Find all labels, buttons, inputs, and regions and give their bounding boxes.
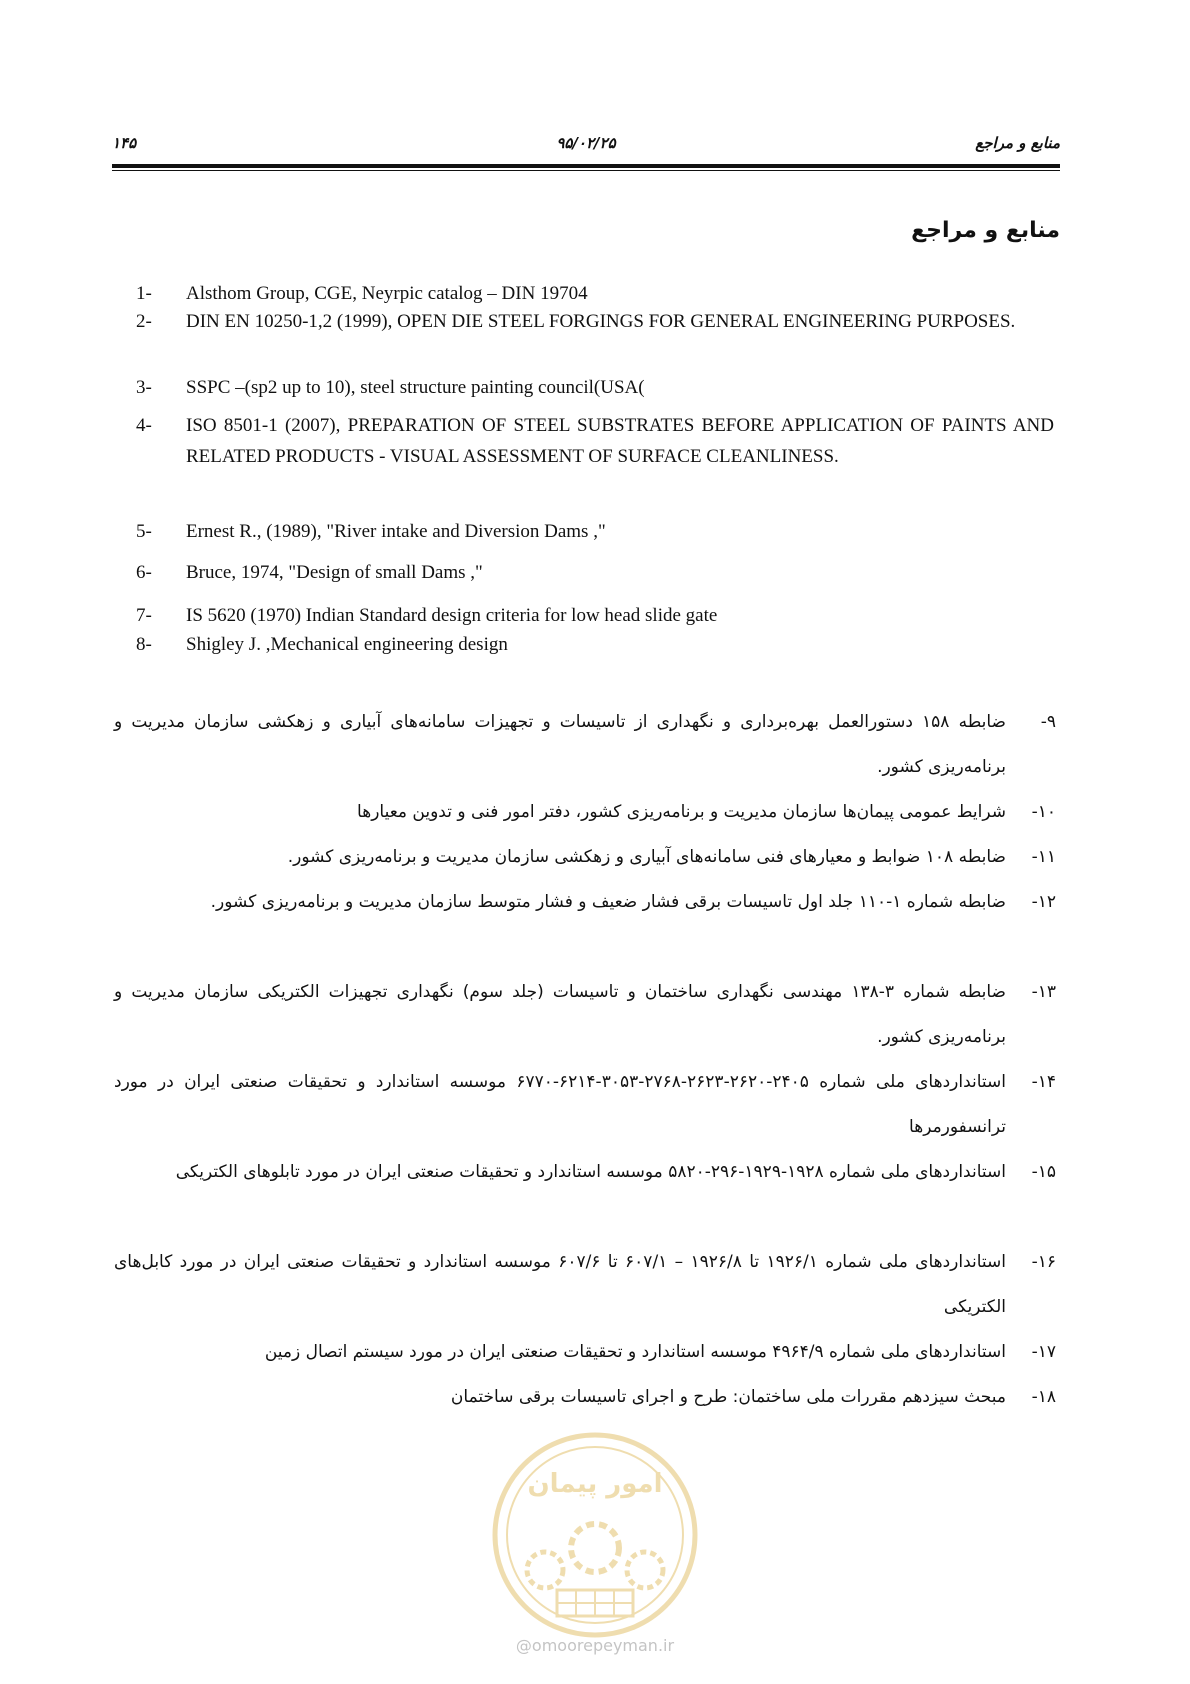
reference-item: [114, 1060, 1056, 1150]
reference-item: [114, 1375, 1056, 1420]
reference-number: 3-: [136, 377, 152, 398]
reference-number: 2-: [136, 311, 152, 332]
reference-text: Shigley J. ,Mechanical engineering design: [186, 634, 508, 655]
reference-item: [136, 410, 1054, 472]
reference-item: [114, 880, 1056, 925]
header-rule-thick: [112, 164, 1060, 168]
page-title: منابع و مراجع: [911, 218, 1060, 243]
reference-number: 7-: [136, 605, 152, 626]
reference-text: DIN EN 10250-1,2 (1999), OPEN DIE STEEL FORGINGS FOR GENERAL ENGINEERING PURPOSES.: [186, 311, 1016, 332]
reference-item: [136, 372, 1054, 403]
reference-item: [114, 835, 1056, 880]
header-section-title: منابع و مراجع: [975, 134, 1060, 152]
reference-item: [136, 557, 1054, 588]
reference-item: [136, 306, 1054, 337]
reference-number: ۱۵-: [1031, 1162, 1056, 1182]
reference-number: ۱۰-: [1031, 802, 1056, 822]
reference-item: [136, 600, 1054, 631]
reference-item: [136, 278, 1054, 309]
reference-text: استانداردهای ملی شماره ۴۹۶۴/۹ موسسه استاندارد و تحقیقات صنعتی ایران در مورد سیستم اتصال زمین: [264, 1342, 1006, 1362]
header-rule-thin: [112, 170, 1060, 171]
reference-number: ۹-: [1040, 712, 1056, 732]
reference-text: SSPC –(sp2 up to 10), steel structure painting council(USA(: [186, 377, 645, 398]
reference-item: [136, 629, 1054, 660]
reference-item: [114, 700, 1056, 790]
reference-item: [114, 1240, 1056, 1330]
page-number: ۱۴۵: [112, 134, 137, 152]
reference-text: شرایط عمومی پیمان‌ها سازمان مدیریت و برنامه‌ریزی کشور، دفتر امور فنی و تدوین معیارها: [357, 802, 1006, 822]
reference-number: ۱۳-: [1031, 982, 1056, 1002]
reference-text: استانداردهای ملی شماره ۲۴۰۵-۲۶۲۰-۲۶۲۳-۲۷۶۸-۳۰۵۳-۶۲۱۴-۶۷۷۰ موسسه استاندارد و تحقیقات صنعتی ایران در مورد ترانسفورمرها: [114, 1072, 1007, 1137]
reference-text: Ernest R., (1989), "River intake and Diversion Dams ,": [186, 521, 606, 542]
reference-number: ۱۸-: [1031, 1387, 1056, 1407]
watermark-emblem-icon: [485, 1420, 705, 1650]
reference-text: ضابطه ۱۰۸ ضوابط و معیارهای فنی سامانه‌های آبیاری و زهکشی سازمان مدیریت و برنامه‌ریزی کشور.: [287, 847, 1006, 867]
running-header: [112, 128, 1060, 158]
reference-item: [114, 970, 1056, 1060]
reference-number: 6-: [136, 562, 152, 583]
reference-text: مبحث سیزدهم مقررات ملی ساختمان: طرح و اجرای تاسیسات برقی ساختمان: [450, 1387, 1006, 1407]
reference-text: Bruce, 1974, "Design of small Dams ,": [186, 562, 483, 583]
reference-text: ضابطه شماره ۳-۱۳۸ مهندسی نگهداری ساختمان و تاسیسات (جلد سوم) نگهداری تجهیزات الکتریکی سازمان مدیریت و برنامه‌ریزی کشور.: [114, 982, 1006, 1047]
reference-number: ۱۶-: [1031, 1252, 1056, 1272]
reference-number: ۱۱-: [1031, 847, 1056, 867]
reference-text: استانداردهای ملی شماره ۱۹۲۸-۱۹۲۹-۲۹۶-۵۸۲۰ موسسه استاندارد و تحقیقات صنعتی ایران در مورد تابلوهای الکتریکی: [175, 1162, 1006, 1182]
reference-text: ضابطه شماره ۱-۱۱۰ جلد اول تاسیسات برقی فشار ضعیف و فشار متوسط سازمان مدیریت و برنامه‌ریزی کشور.: [210, 892, 1006, 912]
watermark-url: @omoorepeyman.ir: [515, 1636, 675, 1655]
reference-text: استانداردهای ملی شماره ۱۹۲۶/۱ تا ۱۹۲۶/۸ – ۶۰۷/۱ تا ۶۰۷/۶ موسسه استاندارد و تحقیقات صنعتی ایران در مورد کابل‌های الکتریکی: [114, 1252, 1007, 1317]
reference-number: 5-: [136, 521, 152, 542]
reference-number: ۱۲-: [1031, 892, 1056, 912]
watermark-emblem-text: امور پیمان: [527, 1469, 663, 1499]
reference-text: Alsthom Group, CGE, Neyrpic catalog – DIN 19704: [186, 283, 588, 304]
reference-number: 1-: [136, 283, 152, 304]
reference-item: [114, 1150, 1056, 1195]
reference-item: [114, 790, 1056, 835]
header-date: ۹۵/۰۲/۲۵: [556, 134, 616, 152]
reference-number: ۱۴-: [1031, 1072, 1056, 1092]
reference-item: [136, 516, 1054, 547]
reference-item: [114, 1330, 1056, 1375]
reference-text: ISO 8501-1 (2007), PREPARATION OF STEEL SUBSTRATES BEFORE APPLICATION OF PAINTS AND RELATED PRODUCTS - VISUAL ASSESSMENT OF SURFACE CLEANLINESS.: [186, 415, 1054, 467]
reference-number: ۱۷-: [1031, 1342, 1056, 1362]
reference-text: ضابطه ۱۵۸ دستورالعمل بهره‌برداری و نگهداری از تاسیسات و تجهیزات سامانه‌های آبیاری و زهکشی سازمان مدیریت و برنامه‌ریزی کشور.: [114, 712, 1006, 777]
reference-number: 4-: [136, 415, 152, 436]
reference-text: IS 5620 (1970) Indian Standard design criteria for low head slide gate: [186, 605, 718, 626]
reference-number: 8-: [136, 634, 152, 655]
